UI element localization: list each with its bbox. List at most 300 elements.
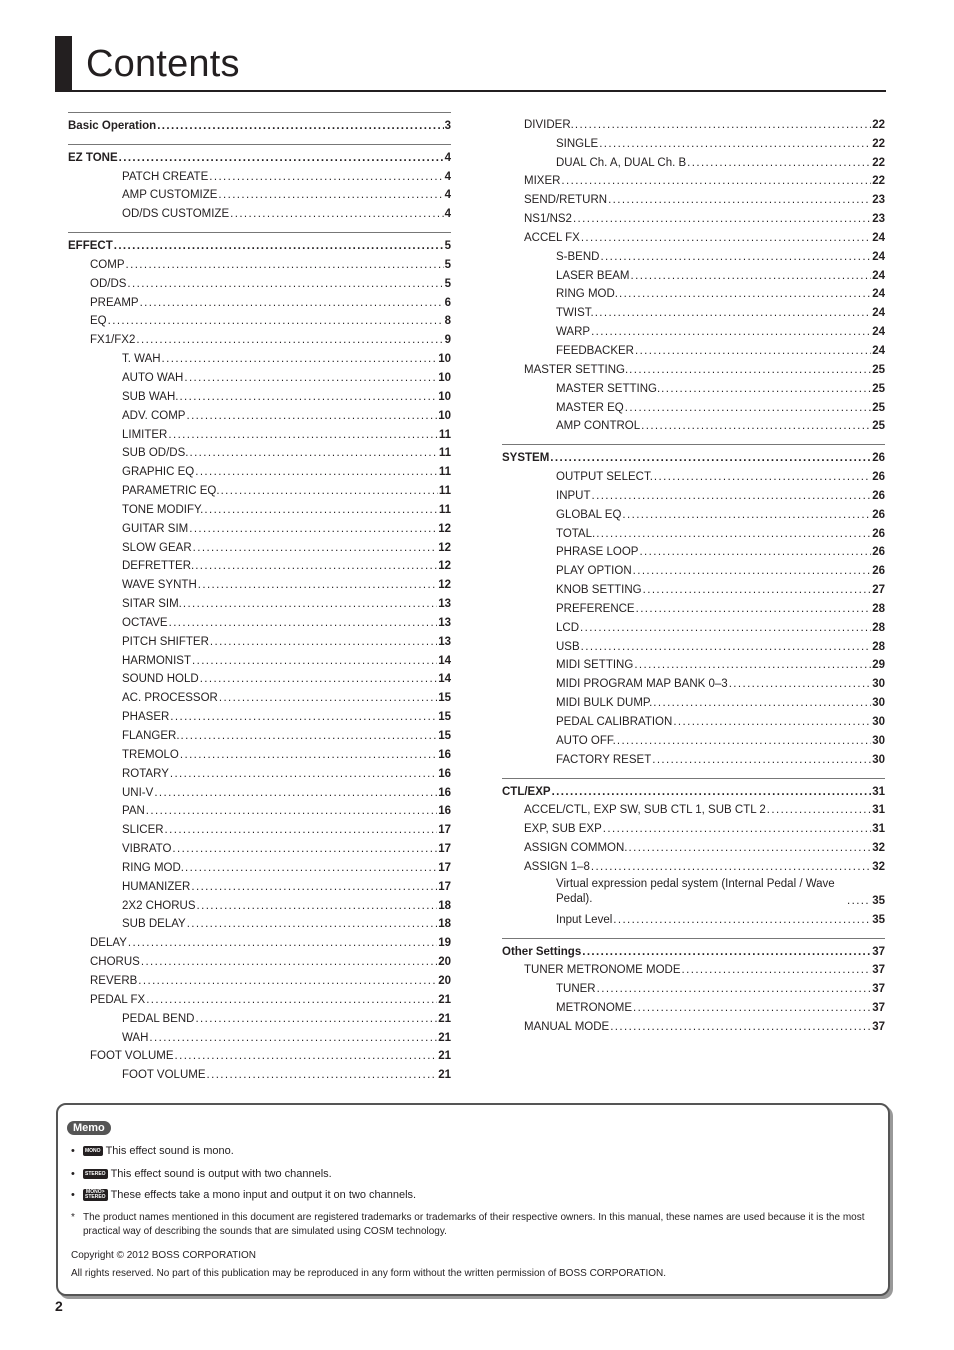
toc-entry-label: LCD: [556, 621, 580, 634]
toc-entry-label: FLANGER.: [122, 730, 180, 742]
toc-entry-page: 13: [438, 635, 451, 648]
toc-entry[interactable]: [68, 516, 451, 535]
toc-entry-page: 25: [872, 363, 885, 376]
toc-entry[interactable]: [68, 780, 451, 799]
toc-entry[interactable]: [502, 816, 885, 835]
toc-entry-page: 31: [872, 785, 885, 798]
toc-entry-page: 17: [438, 861, 451, 874]
toc-entry-label: PEDAL BEND: [122, 1012, 195, 1025]
toc-entry[interactable]: [68, 761, 451, 780]
memo-box: [56, 1103, 890, 1296]
note-text: The product names mentioned in this document are registered trademarks or trademarks of their respective owners. In this manual, these names are used because it is the most practical way of describing the sounds that are simulated using COSM technology.: [83, 1212, 865, 1237]
toc-leader-dots: [140, 297, 444, 309]
toc-leader-dots: [599, 138, 871, 150]
toc-entry-label: OCTAVE: [122, 616, 168, 629]
toc-entry[interactable]: [68, 987, 451, 1006]
toc-entry-page: 32: [872, 860, 885, 873]
toc-entry-label: SINGLE: [556, 137, 599, 150]
memo-stereo-line: [71, 1168, 332, 1180]
toc-entry-label: SUB DELAY: [122, 918, 186, 931]
toc-entry[interactable]: [502, 995, 885, 1014]
toc-entry-page: 25: [872, 420, 885, 433]
toc-entry-page: 26: [872, 527, 885, 540]
toc-entry-page: 21: [438, 1031, 451, 1044]
toc-entry-label: SEND/RETURN: [524, 194, 608, 207]
toc-entry[interactable]: [68, 309, 451, 328]
memo-badge: Memo: [67, 1121, 111, 1135]
toc-entry-page: 10: [438, 409, 451, 422]
toc-entry[interactable]: [68, 441, 451, 460]
toc-entry[interactable]: [68, 799, 451, 818]
toc-entry-page: 20: [438, 974, 451, 987]
toc-entry-page: 25: [872, 382, 885, 395]
toc-entry[interactable]: [502, 225, 885, 244]
toc-entry-label: T. WAH: [122, 353, 161, 366]
toc-leader-dots: [629, 842, 872, 854]
toc-entry[interactable]: [502, 873, 885, 907]
mono-stereo-icon: [83, 1189, 108, 1201]
toc-entry[interactable]: [502, 747, 885, 766]
page-title: Contents: [86, 43, 240, 85]
toc-leader-dots: [230, 208, 443, 220]
toc-entry-page: 28: [872, 602, 885, 615]
toc-leader-dots: [617, 735, 871, 747]
toc-entry[interactable]: [502, 263, 885, 282]
toc-entry[interactable]: [68, 667, 451, 686]
title-accent-bar: [55, 36, 72, 90]
toc-entry[interactable]: [502, 1014, 885, 1033]
toc-entry-page: 22: [872, 137, 885, 150]
toc-entry-page: 31: [872, 823, 885, 836]
toc-entry-page: 4: [444, 151, 451, 164]
toc-entry-page: 17: [438, 843, 451, 856]
toc-entry-label: PLAY OPTION: [556, 565, 632, 578]
toc-leader-dots: [184, 372, 437, 384]
toc-leader-dots: [189, 447, 437, 459]
toc-leader-dots: [221, 485, 438, 497]
toc-leader-dots: [580, 622, 871, 634]
toc-entry-label: DEFRETTER.: [122, 560, 195, 573]
toc-entry[interactable]: [502, 798, 885, 817]
toc-entry-page: 10: [438, 353, 451, 366]
toc-entry[interactable]: [68, 145, 451, 164]
toc-entry-label: PITCH SHIFTER: [122, 635, 209, 648]
toc-leader-dots: [631, 270, 872, 282]
toc-leader-dots: [613, 914, 871, 926]
toc-leader-dots: [189, 523, 437, 535]
toc-entry-page: 37: [872, 983, 885, 996]
toc-leader-dots: [634, 659, 871, 671]
toc-entry-label: LASER BEAM: [556, 269, 630, 282]
toc-entry[interactable]: [68, 327, 451, 346]
toc-entry[interactable]: [502, 206, 885, 225]
toc-entry[interactable]: [68, 648, 451, 667]
toc-entry-label: ROTARY: [122, 767, 169, 780]
toc-entry[interactable]: [68, 629, 451, 648]
toc-entry-page: 12: [438, 560, 451, 573]
toc-entry-page: 24: [872, 326, 885, 339]
toc-leader-dots: [641, 420, 871, 432]
toc-leader-dots: [847, 895, 871, 907]
toc-entry[interactable]: [502, 169, 885, 188]
toc-entry-page: 37: [872, 1002, 885, 1015]
toc-entry-page: 23: [872, 213, 885, 226]
toc-entry[interactable]: [502, 634, 885, 653]
toc-leader-dots: [661, 383, 871, 395]
toc-leader-dots: [603, 823, 871, 835]
toc-entry-label: MASTER EQ: [556, 401, 624, 414]
toc-entry-page: 28: [872, 621, 885, 634]
toc-leader-dots: [210, 636, 437, 648]
page-number: 2: [55, 1298, 63, 1314]
toc-leader-dots: [169, 617, 438, 629]
toc-entry-label: MIDI BULK DUMP.: [556, 697, 653, 710]
toc-entry-label: MASTER SETTING.: [524, 363, 629, 376]
toc-entry-page: 9: [444, 334, 451, 347]
toc-leader-dots: [191, 881, 437, 893]
toc-entry-label: LIMITER: [122, 428, 168, 441]
mono-stereo-tag-top: MONO>: [86, 1189, 105, 1195]
toc-entry[interactable]: [68, 459, 451, 478]
toc-entry-label: PREAMP: [90, 296, 139, 309]
toc-entry[interactable]: [68, 1044, 451, 1063]
toc-entry[interactable]: [502, 653, 885, 672]
toc-entry[interactable]: [502, 414, 885, 433]
toc-entry-label: AUTO WAH: [122, 371, 184, 384]
mono-stereo-tag-bottom: STEREO: [85, 1194, 106, 1200]
toc-entry-page: 17: [438, 824, 451, 837]
memo-mono-stereo-text: These effects take a mono input and output it on two channels.: [110, 1189, 417, 1201]
toc-entry-label: PREFERENCE: [556, 602, 635, 615]
toc-entry-label: TREMOLO: [122, 748, 179, 761]
toc-entry-page: 5: [444, 258, 451, 271]
toc-entry[interactable]: [68, 535, 451, 554]
toc-entry-label: KNOB SETTING: [556, 584, 642, 597]
toc-entry[interactable]: [502, 131, 885, 150]
stereo-icon: STEREO: [85, 1171, 106, 1177]
toc-leader-dots: [183, 598, 437, 610]
toc-entry[interactable]: [502, 577, 885, 596]
toc-entry[interactable]: [68, 365, 451, 384]
toc-leader-dots: [582, 946, 871, 958]
toc-leader-dots: [595, 307, 872, 319]
toc-entry-label: EXP, SUB EXP: [524, 823, 602, 836]
toc-entry-page: 11: [438, 428, 451, 441]
toc-entry-label: Basic Operation: [68, 119, 157, 132]
toc-entry-page: 12: [438, 579, 451, 592]
toc-entry-page: 26: [872, 471, 885, 484]
toc-entry[interactable]: [502, 112, 885, 131]
toc-entry-label: HARMONIST: [122, 654, 191, 667]
toc-entry[interactable]: [68, 183, 451, 202]
toc-entry[interactable]: [68, 893, 451, 912]
toc-entry[interactable]: [502, 671, 885, 690]
toc-leader-dots: [633, 565, 872, 577]
toc-entry[interactable]: [502, 502, 885, 521]
toc-entry-label: TOTAL.: [556, 527, 596, 540]
toc-leader-dots: [219, 692, 437, 704]
toc-leader-dots: [608, 194, 871, 206]
toc-entry-page: 22: [872, 175, 885, 188]
toc-entry-label: SOUND HOLD: [122, 673, 199, 686]
toc-entry-page: 26: [872, 546, 885, 559]
toc-entry[interactable]: [502, 376, 885, 395]
toc-entry-label: FOOT VOLUME: [122, 1069, 206, 1082]
toc-leader-dots: [619, 288, 871, 300]
toc-entry-page: 19: [438, 937, 451, 950]
toc-entry[interactable]: [502, 558, 885, 577]
toc-leader-dots: [633, 1002, 871, 1014]
toc-entry[interactable]: [68, 346, 451, 365]
toc-leader-dots: [575, 119, 871, 131]
toc-entry-page: 13: [438, 616, 451, 629]
toc-entry-page: 8: [444, 315, 451, 328]
toc-entry[interactable]: [502, 395, 885, 414]
toc-entry[interactable]: [502, 150, 885, 169]
toc-entry-label: FEEDBACKER: [556, 344, 634, 357]
toc-entry-page: 28: [872, 640, 885, 653]
toc-leader-dots: [181, 730, 438, 742]
toc-entry[interactable]: [68, 290, 451, 309]
toc-entry-page: 35: [872, 894, 885, 907]
toc-leader-dots: [600, 251, 871, 263]
toc-entry-label: WARP: [556, 326, 591, 339]
toc-entry[interactable]: [502, 300, 885, 319]
toc-entry-page: 11: [438, 503, 451, 516]
toc-leader-dots: [573, 213, 871, 225]
toc-leader-dots: [643, 584, 872, 596]
toc-entry-label: MIDI PROGRAM MAP BANK 0–3: [556, 678, 728, 691]
toc-entry[interactable]: [68, 704, 451, 723]
toc-entry-page: 18: [438, 899, 451, 912]
toc-entry[interactable]: [502, 445, 885, 464]
toc-entry[interactable]: [502, 958, 885, 977]
toc-entry-page: 3: [444, 119, 451, 132]
copyright: Copyright © 2012 BOSS CORPORATION: [71, 1250, 257, 1261]
toc-entry[interactable]: [502, 854, 885, 873]
toc-entry[interactable]: [68, 252, 451, 271]
toc-entry[interactable]: [502, 939, 885, 958]
toc-entry[interactable]: [68, 1006, 451, 1025]
toc-entry[interactable]: [68, 1062, 451, 1081]
toc-entry-page: 15: [438, 711, 451, 724]
toc-entry[interactable]: [502, 521, 885, 540]
toc-entry-page: 27: [872, 584, 885, 597]
toc-entry[interactable]: [68, 422, 451, 441]
toc-entry[interactable]: [68, 968, 451, 987]
toc-entry[interactable]: [68, 912, 451, 931]
toc-entry-label: SYSTEM: [502, 452, 550, 465]
toc-entry[interactable]: [68, 271, 451, 290]
toc-entry[interactable]: [502, 282, 885, 301]
page-header: [55, 36, 886, 92]
toc-entry-label: ACCEL FX: [524, 231, 580, 244]
toc-right-column: [502, 112, 885, 1033]
toc-entry-page: 24: [872, 288, 885, 301]
toc-entry-page: 37: [872, 1020, 885, 1033]
toc-entry[interactable]: [502, 907, 885, 926]
memo-stereo-text: This effect sound is output with two channels.: [110, 1168, 332, 1180]
toc-entry[interactable]: [502, 779, 885, 798]
toc-entry-page: 16: [438, 786, 451, 799]
toc-entry-page: 6: [444, 296, 451, 309]
toc-entry-label: AC. PROCESSOR: [122, 692, 218, 705]
toc-entry[interactable]: [502, 976, 885, 995]
toc-entry-label: WAVE SYNTH: [122, 579, 197, 592]
toc-leader-dots: [591, 326, 871, 338]
toc-leader-dots: [197, 900, 438, 912]
toc-entry[interactable]: [68, 874, 451, 893]
toc-leader-dots: [653, 697, 871, 709]
toc-entry[interactable]: [68, 930, 451, 949]
toc-entry[interactable]: [68, 233, 451, 252]
toc-entry[interactable]: [502, 357, 885, 376]
toc-entry-page: 24: [872, 344, 885, 357]
toc-entry[interactable]: [68, 201, 451, 220]
toc-leader-dots: [168, 429, 437, 441]
toc-entry-label: DIVIDER.: [524, 118, 574, 131]
toc-leader-dots: [581, 232, 871, 244]
toc-entry[interactable]: [68, 403, 451, 422]
toc-entry[interactable]: [68, 949, 451, 968]
toc-entry[interactable]: [68, 113, 451, 132]
toc-entry-page: 26: [872, 452, 885, 465]
toc-entry-label: EFFECT: [68, 240, 113, 253]
toc-entry[interactable]: [502, 596, 885, 615]
toc-entry-page: 12: [438, 522, 451, 535]
toc-entry-label: METRONOME: [556, 1002, 633, 1015]
toc-entry-page: 31: [872, 804, 885, 817]
toc-entry-page: 5: [444, 277, 451, 290]
toc-entry[interactable]: [502, 709, 885, 728]
toc-entry-label: TUNER METRONOME MODE: [524, 964, 681, 977]
toc-entry[interactable]: [68, 817, 451, 836]
toc-leader-dots: [179, 391, 437, 403]
toc-entry[interactable]: [68, 1025, 451, 1044]
toc-entry-page: 11: [438, 447, 451, 460]
toc-entry-label: TONE MODIFY.: [122, 503, 204, 516]
toc-entry[interactable]: [68, 497, 451, 516]
toc-leader-dots: [207, 1069, 438, 1081]
toc-entry-label: SLOW GEAR: [122, 541, 192, 554]
toc-entry-page: 14: [438, 673, 451, 686]
toc-entry-label: DELAY: [90, 937, 127, 950]
toc-leader-dots: [195, 466, 438, 478]
toc-entry[interactable]: [68, 572, 451, 591]
toc-entry-page: 20: [438, 956, 451, 969]
toc-entry[interactable]: [68, 610, 451, 629]
toc-leader-dots: [596, 528, 871, 540]
toc-entry-page: 24: [872, 269, 885, 282]
toc-entry[interactable]: [502, 615, 885, 634]
toc-entry[interactable]: [68, 164, 451, 183]
toc-leader-dots: [622, 509, 871, 521]
toc-entry[interactable]: [68, 591, 451, 610]
toc-entry[interactable]: [68, 855, 451, 874]
toc-entry-label: CTL/EXP: [502, 785, 551, 798]
toc-entry[interactable]: [68, 742, 451, 761]
toc-entry-page: 37: [872, 964, 885, 977]
toc-leader-dots: [629, 364, 871, 376]
toc-entry-page: 26: [872, 508, 885, 521]
toc-entry[interactable]: [502, 690, 885, 709]
toc-leader-dots: [149, 1032, 437, 1044]
toc-entry[interactable]: [502, 728, 885, 747]
toc-leader-dots: [592, 490, 872, 502]
toc-entry[interactable]: [68, 478, 451, 497]
toc-entry-page: 23: [872, 194, 885, 207]
toc-leader-dots: [636, 603, 872, 615]
toc-entry-label: PEDAL CALIBRATION: [556, 716, 673, 728]
toc-entry-page: 21: [438, 993, 451, 1006]
toc-entry-page: 21: [438, 1050, 451, 1063]
toc-entry-page: 30: [872, 697, 885, 710]
toc-entry-label: MASTER SETTING.: [556, 382, 661, 395]
toc-entry-page: 22: [872, 156, 885, 169]
toc-leader-dots: [729, 678, 872, 690]
toc-entry[interactable]: [502, 540, 885, 559]
toc-entry[interactable]: [502, 187, 885, 206]
toc-entry-page: 12: [438, 541, 451, 554]
toc-leader-dots: [550, 452, 871, 464]
toc-entry-label: FACTORY RESET: [556, 753, 652, 766]
toc-entry[interactable]: [502, 319, 885, 338]
toc-entry[interactable]: [502, 338, 885, 357]
toc-entry-label: Virtual expression pedal system (Internal Pedal / Wave Pedal).: [556, 877, 835, 905]
toc-leader-dots: [154, 787, 437, 799]
bullet: •: [71, 1189, 75, 1201]
toc-entry[interactable]: [68, 723, 451, 742]
toc-entry[interactable]: [68, 685, 451, 704]
toc-entry[interactable]: [68, 384, 451, 403]
toc-leader-dots: [136, 334, 443, 346]
toc-leader-dots: [597, 983, 872, 995]
toc-entry-label: PHASER: [122, 711, 170, 724]
toc-entry-label: ASSIGN 1–8: [524, 860, 590, 873]
toc-entry-page: 30: [872, 678, 885, 691]
toc-entry-page: 25: [872, 401, 885, 414]
toc-entry-page: 10: [438, 390, 451, 403]
toc-leader-dots: [561, 175, 871, 187]
toc-leader-dots: [138, 975, 437, 987]
toc-leader-dots: [128, 937, 437, 949]
toc-entry[interactable]: [502, 483, 885, 502]
toc-entry[interactable]: [502, 244, 885, 263]
toc-entry-label: MANUAL MODE: [524, 1020, 610, 1033]
toc-entry-label: CHORUS: [90, 956, 140, 969]
toc-entry-page: 16: [438, 805, 451, 818]
toc-entry[interactable]: [502, 835, 885, 854]
toc-entry-page: 30: [872, 753, 885, 766]
toc-entry-label: ASSIGN COMMON.: [524, 842, 628, 855]
toc-entry[interactable]: [68, 836, 451, 855]
toc-entry-label: SITAR SIM.: [122, 598, 182, 611]
toc-entry-label: UNI-V: [122, 786, 154, 799]
toc-entry[interactable]: [502, 464, 885, 483]
toc-entry-label: EZ TONE: [68, 151, 118, 164]
toc-entry-label: VIBRATO: [122, 843, 172, 856]
toc-entry-label: GUITAR SIM: [122, 522, 189, 535]
toc-leader-dots: [767, 804, 871, 816]
toc-entry-label: SUB OD/DS.: [122, 447, 189, 460]
toc-entry-page: 16: [438, 748, 451, 761]
toc-entry-label: MIDI SETTING: [556, 659, 634, 672]
toc-entry-label: FOOT VOLUME: [90, 1050, 174, 1063]
toc-entry-label: EQ: [90, 315, 107, 328]
toc-entry-label: 2X2 CHORUS: [122, 899, 196, 912]
toc-entry[interactable]: [68, 554, 451, 573]
toc-leader-dots: [114, 240, 444, 252]
